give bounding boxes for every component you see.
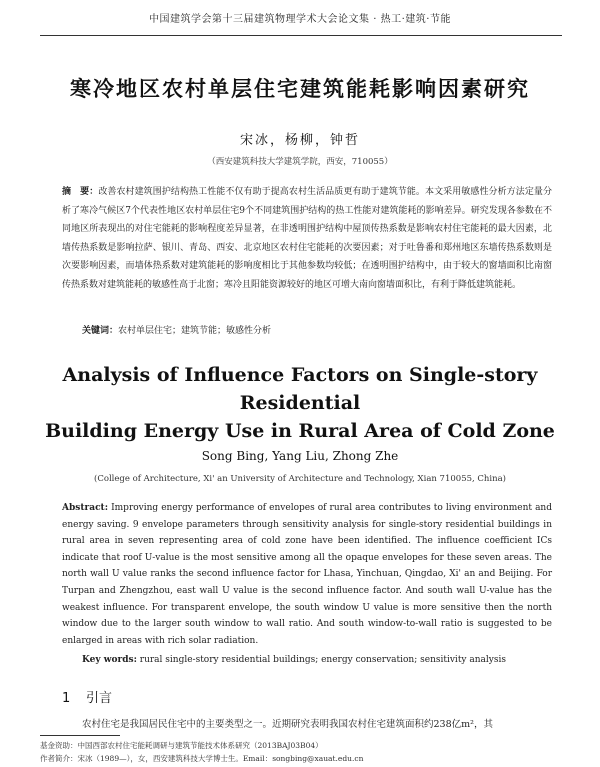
abstract-english (62, 500, 552, 649)
keywords-chinese (82, 323, 552, 336)
title-chinese: 寒冷地区农村单层住宅建筑能耗影响因素研究 (70, 77, 530, 101)
title-english-line-2: Building Energy Use in Rural Area of Cold Zone (45, 420, 555, 442)
affiliation-chinese: （西安建筑科技大学建筑学院，西安，710055） (207, 157, 393, 167)
abstract-chinese-text: 改善农村建筑围护结构热工性能不仅有助于提高农村生活品质更有助于建筑节能。本文采用敏感性分析方法定量分析了寒冷气候区7个代表性地区农村单层住宅9个不同建筑围护结构的热工性能对建筑能耗的影响差异。研究发现各参数在不同地区所表现出的对住宅能耗的影响程度差异显著，在非透明围护结构中屋顶传热系数是影响农村住宅能耗的最大因素，北墙传热系数是影响拉萨、银川、青岛、西安、北京地区农村住宅能耗的次要因素；对于吐鲁番和郑州地区东墙传热系数则是次要影响因素，而墙体热系数对建筑能耗的影响度相比于其他参数均较低；在透明围护结构中，由于较大的窗墙面积比南窗传热系数对建筑能耗的敏感性高于北窗；寒冷且阳能资源较好的地区可增大南向窗墙面积比，有利于降低建筑能耗。 (62, 187, 552, 290)
authors-english: Song Bing, Yang Liu, Zhong Zhe (201, 449, 399, 463)
authors-chinese: 宋冰，杨柳，钟哲 (239, 133, 360, 148)
intro-paragraph: 农村住宅是我国居民住宅中的主要类型之一。近期研究表明我国农村住宅建筑面积约238亿m²，其 (82, 719, 493, 730)
abstract-english-text: Improving energy performance of envelopes of rural area contributes to living environment and energy saving. 9 envelope parameters through sensitivity analysis for single-story residential buildings in rural area in seven representing area of cold zone have been identified. The influence coefficient ICs indicate that roof U-value is the most sensitive among all the opaque envelopes for these seven areas. The north wall U value ranks the second influence factor for Lhasa, Yinchuan, Qingdao, Xi' an and Beijing. For Turpan and Zhengzhou, east wall U value is the second influence factor. And south wall U-value has the weakest influence. For transparent envelope, the south window U value is more sensitive then the north window due to the larger south window to wall ratio. And south window-to-wall ratio is suggested to be enlarged in areas with rich solar radiation. (62, 503, 552, 646)
keywords-english-label: Key words: (82, 655, 137, 665)
section-number: 1 (62, 691, 71, 706)
section-title: 引言 (86, 691, 113, 706)
title-english (0, 361, 600, 445)
header-rule (40, 35, 562, 36)
title-english-line-1: Analysis of Influence Factors on Single-story Residential (62, 364, 538, 414)
footnote-author: 作者简介：宋冰（1989—），女，西安建筑科技大学博士生。Email：songbing@xauat.edu.cn (40, 754, 364, 763)
keywords-english (82, 655, 552, 665)
running-header: 中国建筑学会第十三届建筑物理学术大会论文集 · 热工·建筑·节能 (149, 14, 451, 25)
abstract-english-label: Abstract: (62, 503, 109, 513)
keywords-chinese-label: 关键词： (82, 326, 119, 336)
footnote-rule (40, 735, 120, 736)
abstract-chinese (62, 183, 552, 294)
affiliation-english: (College of Architecture, Xi' an University of Architecture and Technology, Xian 710055, China) (94, 474, 506, 484)
keywords-chinese-text: 农村单层住宅；建筑节能；敏感性分析 (118, 326, 272, 336)
keywords-english-text: rural single-story residential buildings; energy conservation; sensitivity analysis (139, 655, 506, 665)
footnote-funding: 基金资助：中国西部农村住宅能耗调研与建筑节能技术体系研究（2013BAJ03B04） (40, 741, 323, 750)
abstract-chinese-label: 摘 要： (62, 187, 99, 197)
section-heading (62, 687, 112, 706)
